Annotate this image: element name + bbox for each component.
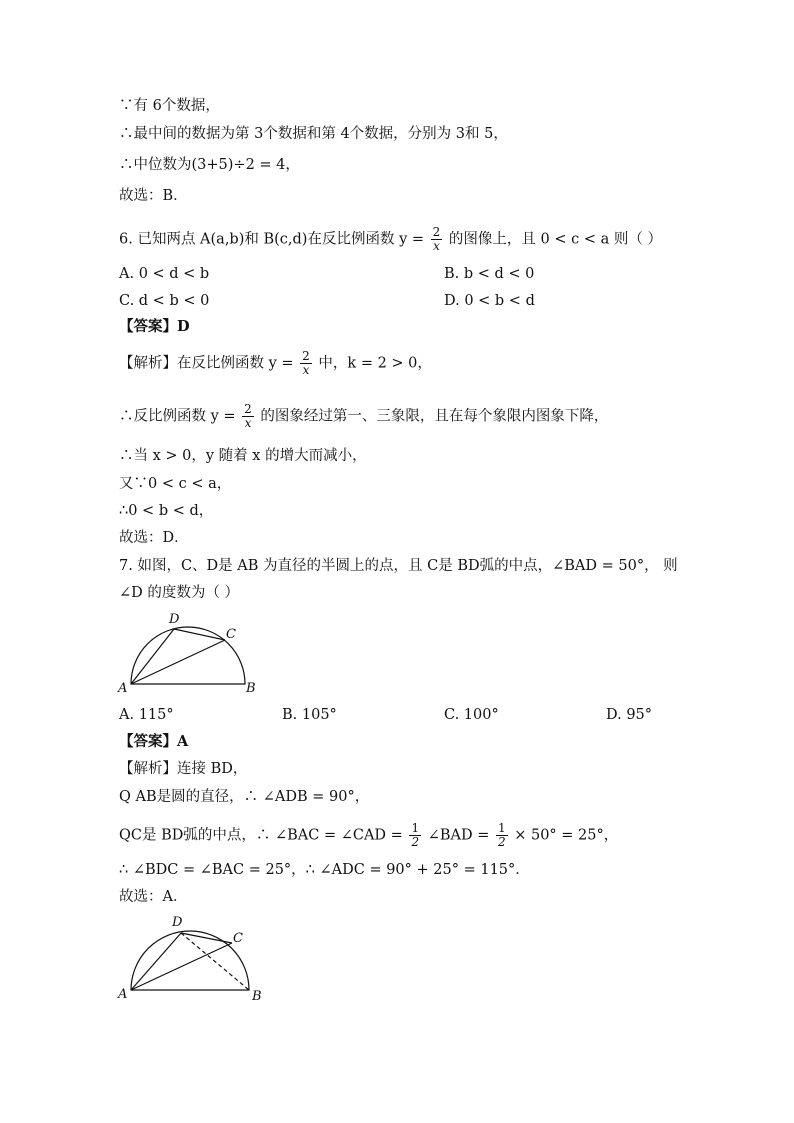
label-point-a: A [118, 987, 128, 1002]
label-point-a: A [118, 681, 128, 696]
label-point-d: D [169, 612, 180, 627]
semicircle-figure-1 [115, 608, 265, 696]
label-point-b: B [246, 681, 256, 696]
q6-answer: 【答案】D [119, 318, 190, 335]
fraction-2-over-x: $\frac{2}{x}$ [244, 402, 252, 430]
q6-solution-line: 又∵0 < c < a， [119, 476, 232, 492]
q6-solution-line: ∴反比例函数 y = $\frac{2}{x}$ 的图象经过第一、三象限，且在每个象限内图象下降， [119, 402, 609, 430]
text-line: ∴最中间的数据为第 3个数据和第 4个数据，分别为 3和 5， [119, 126, 508, 142]
label-point-d: D [172, 915, 183, 930]
q6-option-b: B. b < d < 0 [444, 266, 535, 282]
q6-option-c: C. d < b < 0 [119, 293, 210, 309]
fraction-2-over-x: $\frac{2}{x}$ [302, 349, 310, 377]
q7-solution-line: 【解析】连接 BD， [119, 761, 248, 777]
chord-dc [181, 933, 232, 943]
q6-solution-line: 故选：D． [119, 530, 189, 546]
q7-solution-line: ∴ ∠BDC = ∠BAC = 25°，∴ ∠ADC = 90° + 25° = 115°． [119, 862, 530, 878]
question-7-stem: 7. 如图，C、D是 AB 为直径的半圆上的点，且 C是 BD弧的中点，∠BAD = 50°， 则 [119, 558, 678, 574]
q7-option-c: C. 100° [444, 707, 499, 723]
q7-solution-line: 故选：A． [119, 889, 188, 905]
q6-solution-line: ∴当 x > 0，y 随着 x 的增大而减小， [119, 448, 367, 464]
fraction-2-over-x: $\frac{2}{x}$ [432, 225, 441, 253]
label-point-c: C [226, 627, 236, 642]
q6-solution-line: 【解析】在反比例函数 y = $\frac{2}{x}$ 中，k = 2 > 0， [119, 349, 432, 377]
label-point-b: B [252, 989, 262, 1004]
question-6-stem [119, 226, 662, 253]
q7-answer: 【答案】A [119, 733, 189, 750]
q7-solution-line: QC是 BD弧的中点，∴ ∠BAC = ∠CAD = $\frac{1}{2}$ ∠BAD = $\frac{1}{2}$ × 50° = 25°， [119, 821, 619, 849]
q7-solution-line: Q AB是圆的直径，∴ ∠ADB = 90°， [119, 789, 370, 805]
q6-option-d: D. 0 < b < d [444, 293, 535, 309]
text-line: ∴中位数为(3+5)÷2 = 4， [119, 157, 300, 173]
label-point-c: C [233, 931, 243, 946]
semicircle-figure-2 [115, 910, 275, 1006]
text-line: 故选：B． [119, 188, 188, 204]
fraction-1-over-2: $\frac{1}{2}$ [497, 821, 506, 849]
q6-stem-part1: 6. 已知两点 A(a,b)和 B(c,d)在反比例函数 y = [119, 231, 425, 248]
fraction-1-over-2: $\frac{1}{2}$ [411, 821, 420, 849]
q6-stem-part2: 的图像上，且 0 < c < a 则（ ） [448, 231, 662, 248]
question-7-stem: ∠D 的度数为（ ） [119, 585, 239, 601]
q7-option-a: A. 115° [119, 707, 174, 723]
q7-option-d: D. 95° [606, 707, 653, 723]
text-line: ∵有 6个数据， [119, 98, 220, 114]
q6-option-a: A. 0 < d < b [119, 266, 210, 282]
q6-solution-line: ∴0 < b < d， [119, 503, 214, 519]
q7-option-b: B. 105° [282, 707, 337, 723]
